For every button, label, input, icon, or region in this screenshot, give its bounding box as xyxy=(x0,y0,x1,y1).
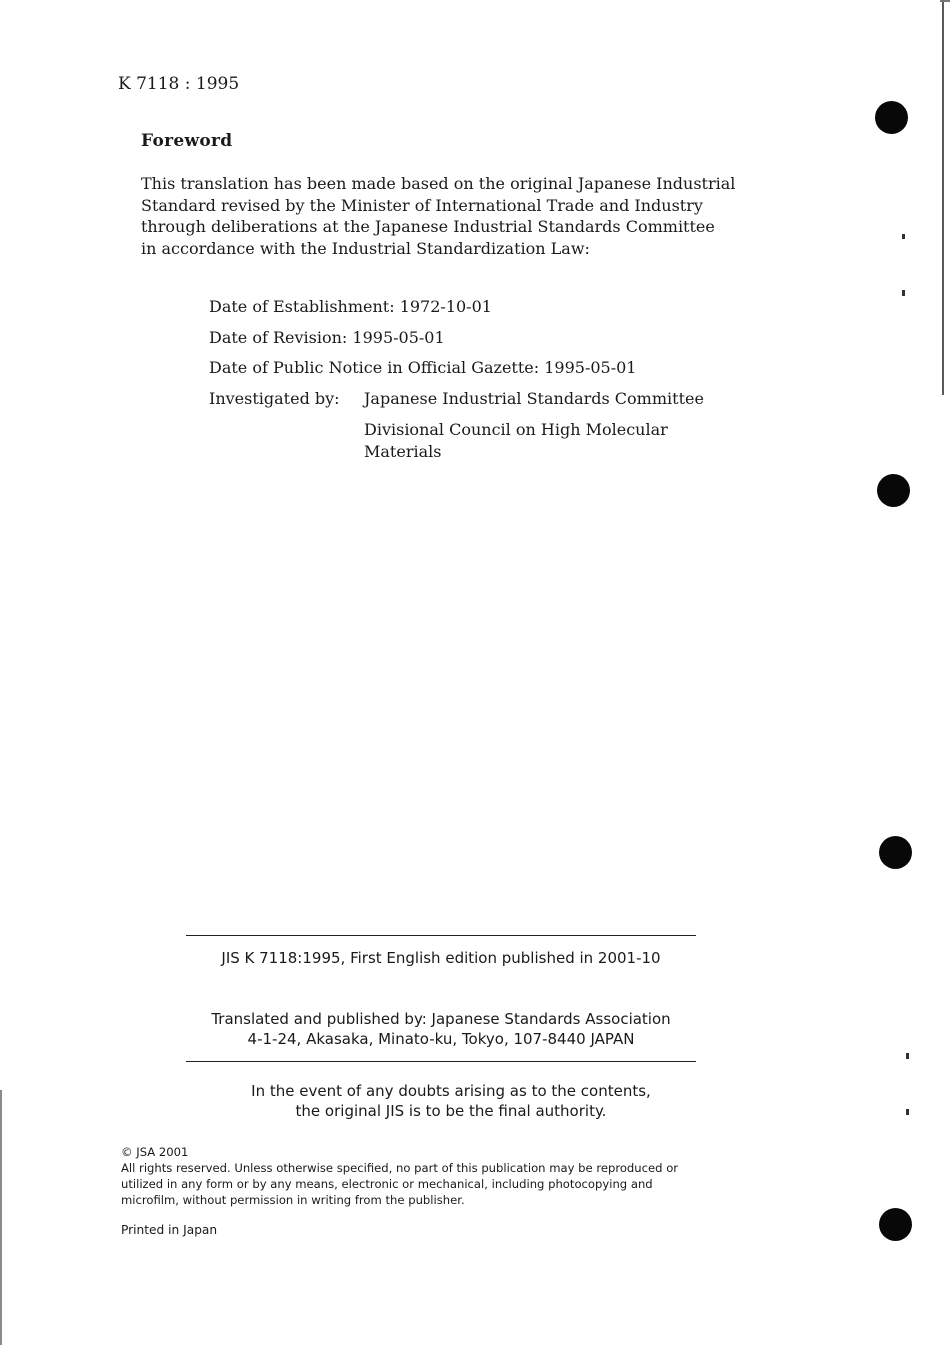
binder-hole xyxy=(877,474,910,507)
printed-in: Printed in Japan xyxy=(121,1223,218,1237)
rights-line: All rights reserved. Unless otherwise specified, no part of this publication may be reproduced or xyxy=(121,1161,679,1175)
scan-speck xyxy=(902,234,905,239)
dates-list xyxy=(209,296,636,388)
authority-notice xyxy=(186,1081,716,1121)
scan-speck xyxy=(902,290,905,296)
scan-edge-right xyxy=(942,0,944,395)
date-establishment: Date of Establishment: 1972-10-01 xyxy=(209,297,492,316)
standard-id: K 7118 : 1995 xyxy=(118,74,240,94)
binder-hole xyxy=(875,101,908,134)
edition-line: JIS K 7118:1995, First English edition published in 2001-10 xyxy=(221,949,661,967)
date-public-notice: Date of Public Notice in Official Gazette: 1995-05-01 xyxy=(209,358,637,377)
foreword-line: This translation has been made based on the original Japanese Industrial xyxy=(141,174,736,193)
scan-speck xyxy=(906,1109,909,1115)
notice-line: the original JIS is to be the final authority. xyxy=(295,1102,607,1120)
rights-line: utilized in any form or by any means, electronic or mechanical, including photocopying and xyxy=(121,1177,653,1191)
date-revision: Date of Revision: 1995-05-01 xyxy=(209,327,445,347)
rights-line: microfilm, without permission in writing from the publisher. xyxy=(121,1193,465,1207)
scan-speck xyxy=(906,1053,909,1059)
rule-top xyxy=(186,935,696,936)
investigated-line: Materials xyxy=(364,441,442,461)
scan-edge-left xyxy=(0,1090,2,1345)
rule-bottom xyxy=(186,1061,696,1062)
foreword-line: Standard revised by the Minister of International Trade and Industry xyxy=(141,195,703,215)
investigated-value xyxy=(364,388,704,463)
copyright-line: © JSA 2001 xyxy=(121,1145,189,1159)
foreword-heading: Foreword xyxy=(141,131,233,151)
foreword-body xyxy=(141,173,781,260)
investigated-line: Divisional Council on High Molecular xyxy=(364,419,668,439)
binder-hole xyxy=(879,1208,912,1241)
legal-notice xyxy=(121,1144,678,1208)
address-line: 4-1-24, Akasaka, Minato-ku, Tokyo, 107-8440 JAPAN xyxy=(247,1030,635,1048)
foreword-line: in accordance with the Industrial Standardization Law: xyxy=(141,239,590,259)
notice-line: In the event of any doubts arising as to the contents, xyxy=(251,1082,651,1100)
foreword-line: through deliberations at the Japanese Industrial Standards Committee xyxy=(141,217,715,237)
investigated-label: Investigated by: xyxy=(209,389,340,408)
binder-hole xyxy=(879,836,912,869)
scan-edge-top-right xyxy=(940,0,950,2)
investigated-line: Japanese Industrial Standards Committee xyxy=(364,389,704,408)
publisher-line: Translated and published by: Japanese Standards Association xyxy=(211,1010,671,1028)
